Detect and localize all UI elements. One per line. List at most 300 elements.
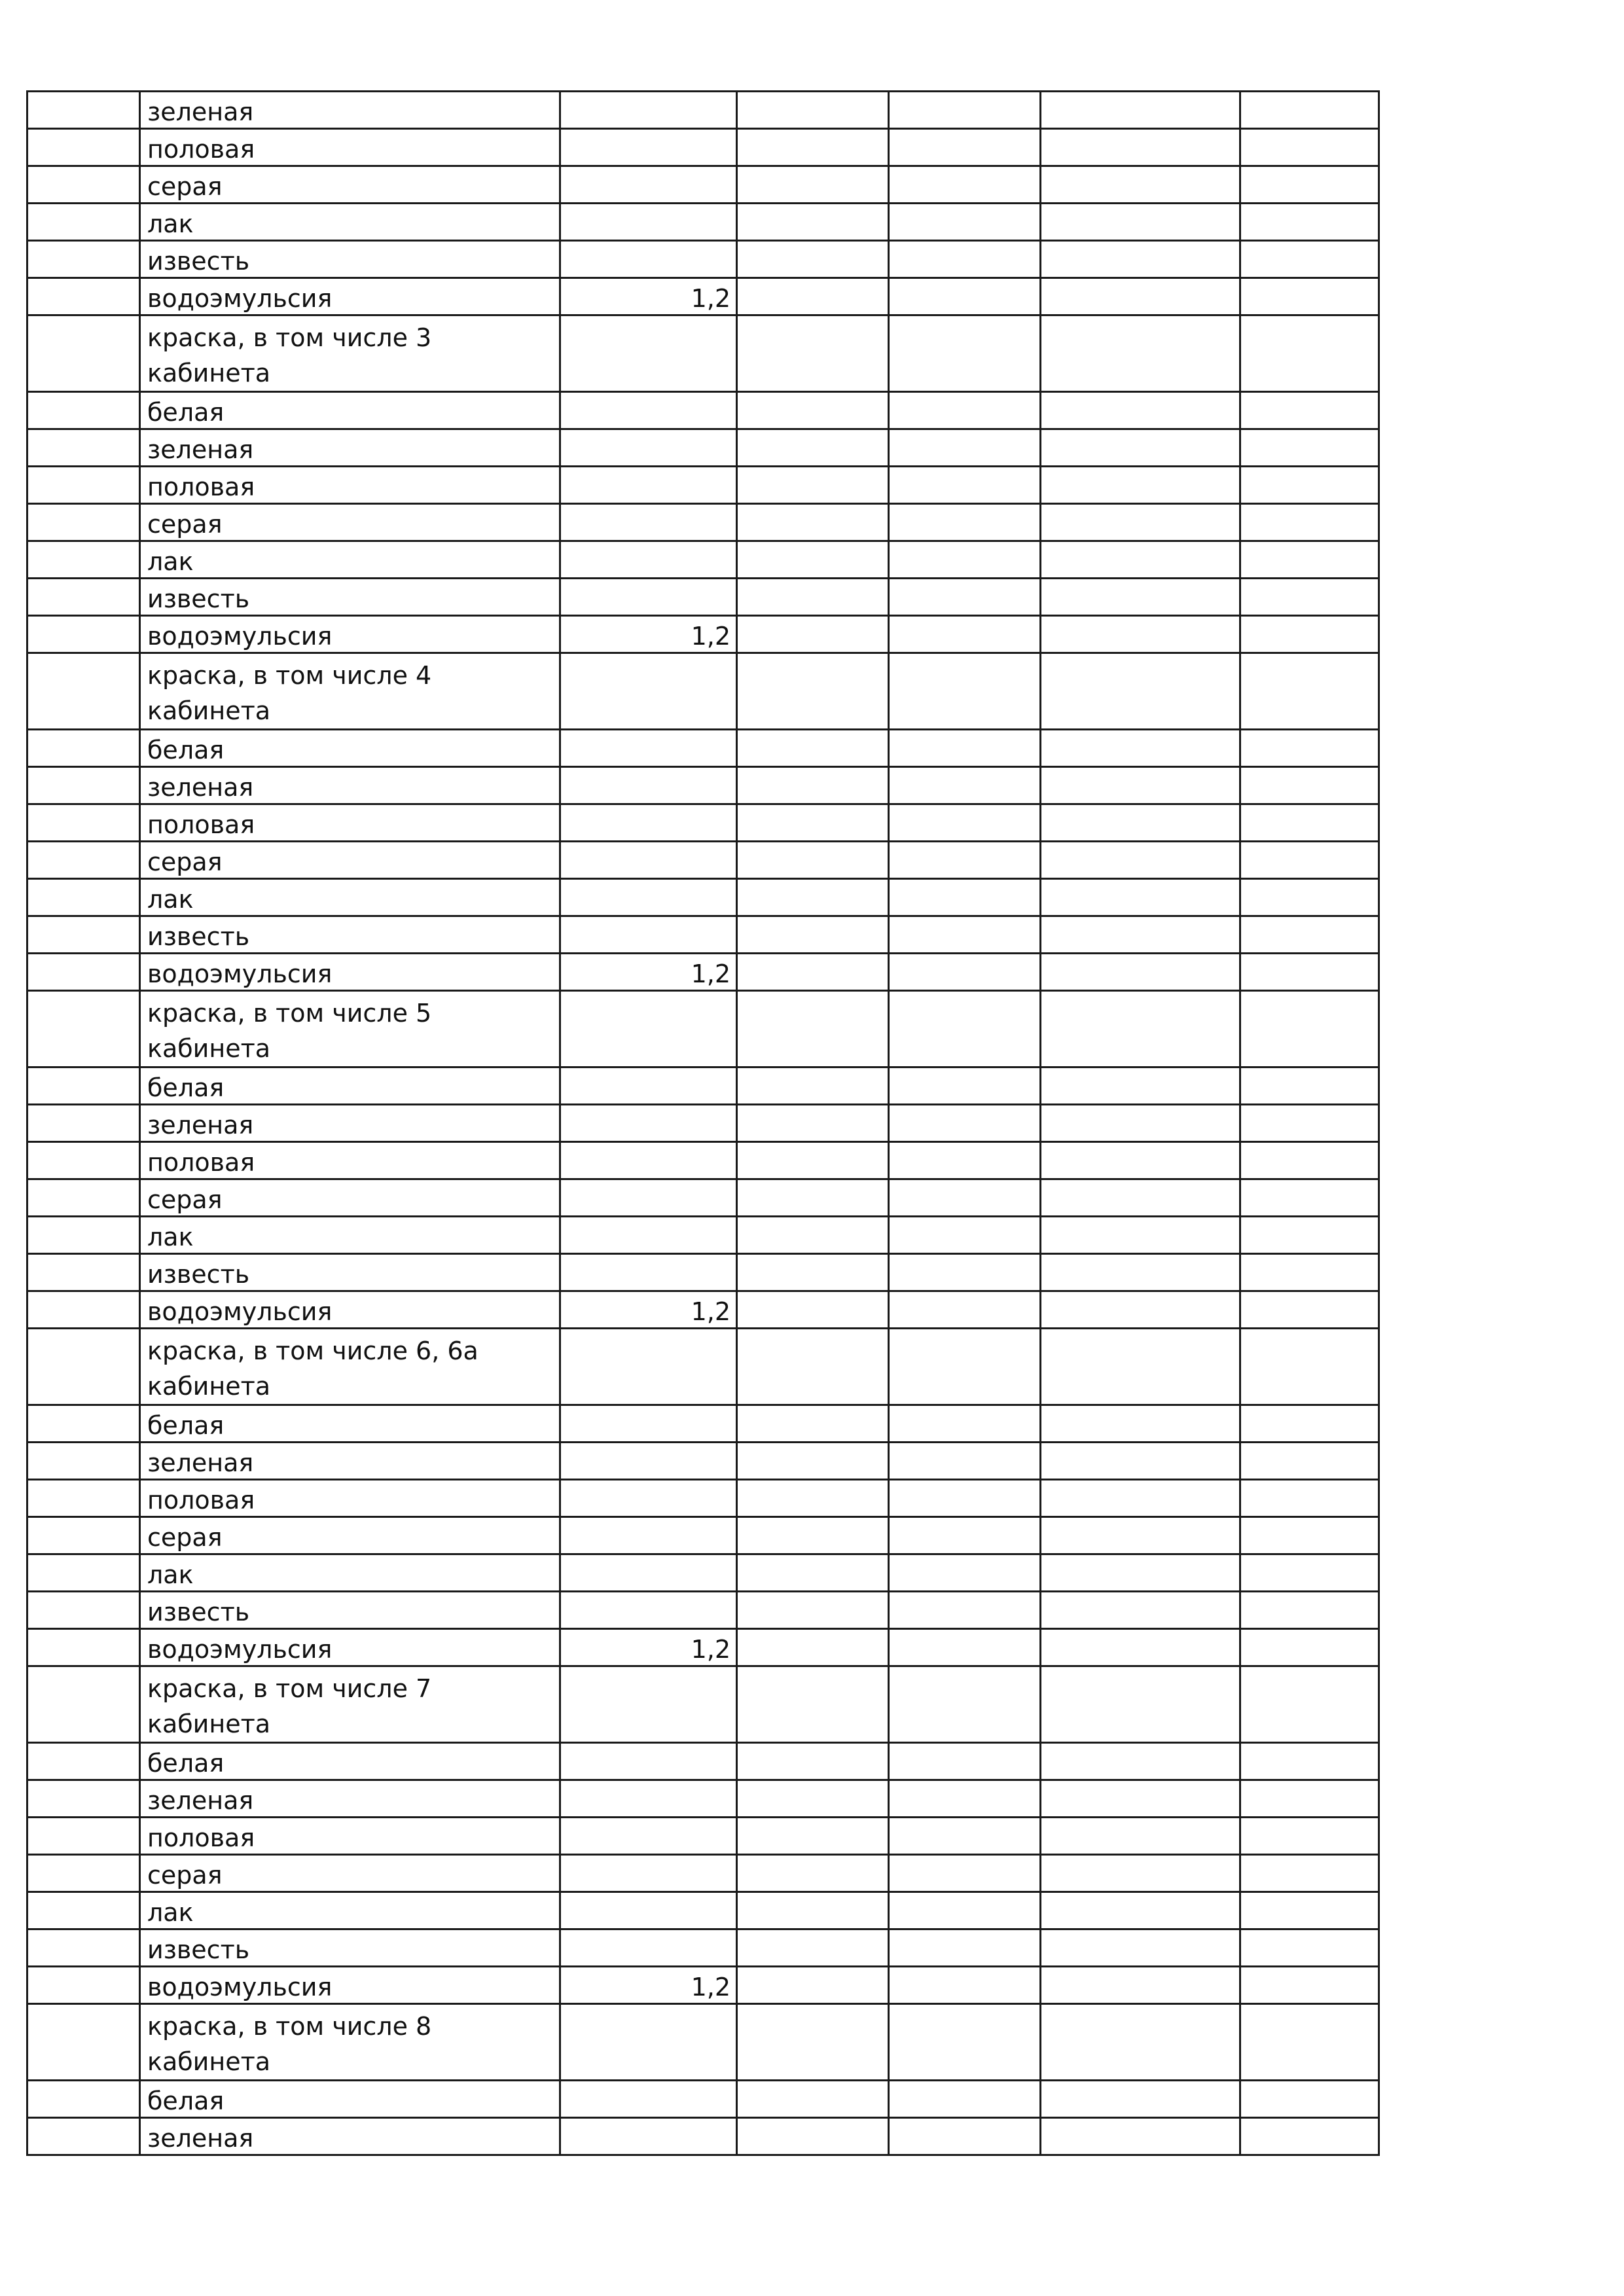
row-number-cell xyxy=(27,1405,140,1443)
empty-cell xyxy=(737,1105,889,1142)
table-row xyxy=(27,129,1379,166)
material-name-cell: лак xyxy=(140,1892,560,1929)
quantity-cell xyxy=(560,241,737,278)
row-number-cell xyxy=(27,767,140,804)
material-name-cell: серая xyxy=(140,842,560,879)
empty-cell xyxy=(1041,616,1240,653)
quantity-cell xyxy=(560,730,737,767)
empty-cell xyxy=(889,730,1041,767)
empty-cell xyxy=(1041,579,1240,616)
material-name-cell: известь xyxy=(140,916,560,954)
quantity-cell xyxy=(560,1480,737,1517)
empty-cell xyxy=(1240,1179,1379,1217)
empty-cell xyxy=(889,429,1041,467)
material-name-cell: серая xyxy=(140,166,560,204)
empty-cell xyxy=(1240,504,1379,541)
quantity-cell xyxy=(560,1780,737,1818)
empty-cell xyxy=(889,392,1041,429)
table-row xyxy=(27,1554,1379,1592)
empty-cell xyxy=(1240,1105,1379,1142)
material-name-cell: белая xyxy=(140,730,560,767)
empty-cell xyxy=(1041,92,1240,129)
empty-cell xyxy=(737,1480,889,1517)
quantity-cell xyxy=(560,879,737,916)
quantity-cell xyxy=(560,653,737,730)
quantity-cell xyxy=(560,1405,737,1443)
empty-cell xyxy=(889,166,1041,204)
material-name-cell: краска, в том числе 7 кабинета xyxy=(140,1666,560,1743)
empty-cell xyxy=(1240,1405,1379,1443)
material-name-cell: водоэмульсия xyxy=(140,1629,560,1666)
row-number-cell xyxy=(27,730,140,767)
empty-cell xyxy=(737,241,889,278)
empty-cell xyxy=(1041,166,1240,204)
material-name-cell: белая xyxy=(140,1405,560,1443)
empty-cell xyxy=(1041,241,1240,278)
empty-cell xyxy=(889,616,1041,653)
empty-cell xyxy=(1041,1592,1240,1629)
empty-cell xyxy=(1240,2004,1379,2081)
empty-cell xyxy=(737,1743,889,1780)
empty-cell xyxy=(737,1629,889,1666)
empty-cell xyxy=(1240,1592,1379,1629)
table-row xyxy=(27,767,1379,804)
quantity-cell xyxy=(560,1067,737,1105)
material-name-cell: водоэмульсия xyxy=(140,1967,560,2004)
empty-cell xyxy=(1041,1629,1240,1666)
empty-cell xyxy=(1041,129,1240,166)
empty-cell xyxy=(1041,429,1240,467)
quantity-cell xyxy=(560,429,737,467)
empty-cell xyxy=(889,278,1041,315)
empty-cell xyxy=(737,1818,889,1855)
row-number-cell xyxy=(27,1179,140,1217)
empty-cell xyxy=(889,879,1041,916)
empty-cell xyxy=(1240,166,1379,204)
empty-cell xyxy=(1041,1554,1240,1592)
empty-cell xyxy=(1240,916,1379,954)
empty-cell xyxy=(889,1217,1041,1254)
empty-cell xyxy=(1240,730,1379,767)
table-row xyxy=(27,1629,1379,1666)
empty-cell xyxy=(1240,1629,1379,1666)
table-row xyxy=(27,241,1379,278)
empty-cell xyxy=(889,2118,1041,2155)
row-number-cell xyxy=(27,166,140,204)
empty-cell xyxy=(889,1780,1041,1818)
table-row xyxy=(27,1105,1379,1142)
material-name-cell: половая xyxy=(140,804,560,842)
section-header-row xyxy=(27,1329,1379,1405)
empty-cell xyxy=(889,92,1041,129)
empty-cell xyxy=(889,1967,1041,2004)
material-name-cell: половая xyxy=(140,129,560,166)
empty-cell xyxy=(1240,129,1379,166)
empty-cell xyxy=(1240,616,1379,653)
empty-cell xyxy=(737,1967,889,2004)
table-row xyxy=(27,92,1379,129)
table-row xyxy=(27,278,1379,315)
row-number-cell xyxy=(27,1743,140,1780)
empty-cell xyxy=(1041,315,1240,392)
row-number-cell xyxy=(27,1855,140,1892)
empty-cell xyxy=(737,804,889,842)
row-number-cell xyxy=(27,541,140,579)
material-name-cell: краска, в том числе 4 кабинета xyxy=(140,653,560,730)
empty-cell xyxy=(1041,1480,1240,1517)
row-number-cell xyxy=(27,1443,140,1480)
row-number-cell xyxy=(27,653,140,730)
quantity-cell xyxy=(560,1517,737,1554)
row-number-cell xyxy=(27,1517,140,1554)
empty-cell xyxy=(889,767,1041,804)
empty-cell xyxy=(737,1517,889,1554)
table-row xyxy=(27,1179,1379,1217)
empty-cell xyxy=(1240,1929,1379,1967)
empty-cell xyxy=(1240,315,1379,392)
empty-cell xyxy=(737,429,889,467)
section-header-row xyxy=(27,991,1379,1067)
material-name-cell: краска, в том числе 8 кабинета xyxy=(140,2004,560,2081)
material-name-cell: серая xyxy=(140,1179,560,1217)
empty-cell xyxy=(889,1818,1041,1855)
empty-cell xyxy=(889,1291,1041,1329)
empty-cell xyxy=(889,204,1041,241)
quantity-cell xyxy=(560,767,737,804)
empty-cell xyxy=(737,1291,889,1329)
empty-cell xyxy=(1240,92,1379,129)
quantity-cell xyxy=(560,916,737,954)
empty-cell xyxy=(1041,1291,1240,1329)
empty-cell xyxy=(889,504,1041,541)
row-number-cell xyxy=(27,916,140,954)
material-name-cell: серая xyxy=(140,1517,560,1554)
empty-cell xyxy=(737,616,889,653)
empty-cell xyxy=(737,1554,889,1592)
quantity-cell xyxy=(560,92,737,129)
table-row xyxy=(27,1067,1379,1105)
material-name-cell: водоэмульсия xyxy=(140,954,560,991)
material-name-cell: известь xyxy=(140,1592,560,1629)
empty-cell xyxy=(1240,1666,1379,1743)
empty-cell xyxy=(1041,1142,1240,1179)
table-row xyxy=(27,467,1379,504)
empty-cell xyxy=(1240,1780,1379,1818)
row-number-cell xyxy=(27,954,140,991)
row-number-cell xyxy=(27,804,140,842)
empty-cell xyxy=(737,1592,889,1629)
quantity-cell xyxy=(560,504,737,541)
empty-cell xyxy=(1041,1855,1240,1892)
row-number-cell xyxy=(27,1480,140,1517)
table-row xyxy=(27,842,1379,879)
empty-cell xyxy=(1041,1780,1240,1818)
empty-cell xyxy=(889,1329,1041,1405)
row-number-cell xyxy=(27,1629,140,1666)
table-row xyxy=(27,1929,1379,1967)
empty-cell xyxy=(1240,1892,1379,1929)
quantity-cell xyxy=(560,129,737,166)
material-name-cell: зеленая xyxy=(140,1780,560,1818)
material-name-cell: половая xyxy=(140,1818,560,1855)
row-number-cell xyxy=(27,1217,140,1254)
empty-cell xyxy=(1041,1329,1240,1405)
quantity-cell xyxy=(560,1666,737,1743)
table-row xyxy=(27,730,1379,767)
empty-cell xyxy=(1240,2118,1379,2155)
empty-cell xyxy=(1041,1892,1240,1929)
material-name-cell: половая xyxy=(140,1142,560,1179)
empty-cell xyxy=(1041,1818,1240,1855)
quantity-cell xyxy=(560,204,737,241)
material-name-cell: лак xyxy=(140,541,560,579)
empty-cell xyxy=(737,954,889,991)
empty-cell xyxy=(1041,879,1240,916)
empty-cell xyxy=(889,1855,1041,1892)
empty-cell xyxy=(1041,1179,1240,1217)
empty-cell xyxy=(1041,278,1240,315)
empty-cell xyxy=(1240,1443,1379,1480)
empty-cell xyxy=(1041,991,1240,1067)
quantity-cell xyxy=(560,1443,737,1480)
empty-cell xyxy=(737,767,889,804)
empty-cell xyxy=(889,315,1041,392)
empty-cell xyxy=(889,653,1041,730)
table-row xyxy=(27,579,1379,616)
quantity-cell xyxy=(560,804,737,842)
material-name-cell: известь xyxy=(140,1929,560,1967)
empty-cell xyxy=(889,1443,1041,1480)
quantity-cell xyxy=(560,1855,737,1892)
empty-cell xyxy=(1041,204,1240,241)
empty-cell xyxy=(737,730,889,767)
empty-cell xyxy=(1041,1743,1240,1780)
row-number-cell xyxy=(27,1780,140,1818)
empty-cell xyxy=(1240,392,1379,429)
table-row xyxy=(27,392,1379,429)
empty-cell xyxy=(1041,804,1240,842)
empty-cell xyxy=(1041,1254,1240,1291)
empty-cell xyxy=(889,954,1041,991)
empty-cell xyxy=(1240,804,1379,842)
empty-cell xyxy=(737,1405,889,1443)
material-name-cell: известь xyxy=(140,1254,560,1291)
table-row xyxy=(27,166,1379,204)
empty-cell xyxy=(737,392,889,429)
empty-cell xyxy=(737,1855,889,1892)
table-row xyxy=(27,879,1379,916)
empty-cell xyxy=(1240,842,1379,879)
table-row xyxy=(27,1405,1379,1443)
empty-cell xyxy=(889,1666,1041,1743)
empty-cell xyxy=(889,916,1041,954)
table-row xyxy=(27,541,1379,579)
material-name-cell: лак xyxy=(140,1554,560,1592)
quantity-cell xyxy=(560,2081,737,2118)
empty-cell xyxy=(737,129,889,166)
empty-cell xyxy=(737,1142,889,1179)
empty-cell xyxy=(737,92,889,129)
empty-cell xyxy=(1240,1291,1379,1329)
empty-cell xyxy=(1240,653,1379,730)
empty-cell xyxy=(737,1666,889,1743)
material-name-cell: зеленая xyxy=(140,1105,560,1142)
material-name-cell: лак xyxy=(140,204,560,241)
empty-cell xyxy=(889,1480,1041,1517)
table-row xyxy=(27,1254,1379,1291)
table-row xyxy=(27,429,1379,467)
materials-table xyxy=(26,90,1380,2156)
empty-cell xyxy=(1041,1666,1240,1743)
empty-cell xyxy=(1240,541,1379,579)
material-name-cell: водоэмульсия xyxy=(140,278,560,315)
material-name-cell: белая xyxy=(140,1743,560,1780)
table-row xyxy=(27,1142,1379,1179)
material-name-cell: лак xyxy=(140,1217,560,1254)
empty-cell xyxy=(1041,1405,1240,1443)
empty-cell xyxy=(737,1929,889,1967)
row-number-cell xyxy=(27,842,140,879)
table-row xyxy=(27,1855,1379,1892)
row-number-cell xyxy=(27,1067,140,1105)
section-header-row xyxy=(27,1666,1379,1743)
empty-cell xyxy=(889,991,1041,1067)
scanned-sheet xyxy=(26,90,1378,2156)
empty-cell xyxy=(1041,954,1240,991)
row-number-cell xyxy=(27,616,140,653)
empty-cell xyxy=(889,467,1041,504)
row-number-cell xyxy=(27,1554,140,1592)
empty-cell xyxy=(1240,991,1379,1067)
empty-cell xyxy=(1240,1743,1379,1780)
quantity-cell xyxy=(560,1929,737,1967)
quantity-cell xyxy=(560,1592,737,1629)
empty-cell xyxy=(1240,1142,1379,1179)
empty-cell xyxy=(1240,1217,1379,1254)
empty-cell xyxy=(1041,730,1240,767)
table-row xyxy=(27,954,1379,991)
table-row xyxy=(27,616,1379,653)
empty-cell xyxy=(1240,1329,1379,1405)
empty-cell xyxy=(1041,1105,1240,1142)
empty-cell xyxy=(737,653,889,730)
empty-cell xyxy=(737,315,889,392)
quantity-cell xyxy=(560,1743,737,1780)
empty-cell xyxy=(1041,392,1240,429)
table-row xyxy=(27,504,1379,541)
empty-cell xyxy=(737,1067,889,1105)
empty-cell xyxy=(737,166,889,204)
row-number-cell xyxy=(27,92,140,129)
table-row xyxy=(27,204,1379,241)
section-header-row xyxy=(27,2004,1379,2081)
empty-cell xyxy=(737,991,889,1067)
material-name-cell: зеленая xyxy=(140,2118,560,2155)
empty-cell xyxy=(889,804,1041,842)
quantity-cell xyxy=(560,1554,737,1592)
table-row xyxy=(27,1517,1379,1554)
empty-cell xyxy=(737,579,889,616)
empty-cell xyxy=(1240,204,1379,241)
row-number-cell xyxy=(27,1142,140,1179)
material-name-cell: зеленая xyxy=(140,429,560,467)
table-row xyxy=(27,916,1379,954)
row-number-cell xyxy=(27,278,140,315)
quantity-cell xyxy=(560,991,737,1067)
table-row xyxy=(27,1443,1379,1480)
empty-cell xyxy=(737,1892,889,1929)
empty-cell xyxy=(1240,1517,1379,1554)
row-number-cell xyxy=(27,429,140,467)
table-body xyxy=(27,92,1379,2155)
quantity-cell xyxy=(560,1217,737,1254)
empty-cell xyxy=(737,916,889,954)
row-number-cell xyxy=(27,2118,140,2155)
material-name-cell: зеленая xyxy=(140,767,560,804)
empty-cell xyxy=(1041,1443,1240,1480)
empty-cell xyxy=(1240,241,1379,278)
empty-cell xyxy=(889,1405,1041,1443)
table-row xyxy=(27,2118,1379,2155)
empty-cell xyxy=(1240,1818,1379,1855)
empty-cell xyxy=(737,1329,889,1405)
empty-cell xyxy=(1240,879,1379,916)
empty-cell xyxy=(889,579,1041,616)
empty-cell xyxy=(889,2081,1041,2118)
empty-cell xyxy=(889,1142,1041,1179)
material-name-cell: известь xyxy=(140,579,560,616)
empty-cell xyxy=(737,1254,889,1291)
table-row xyxy=(27,1967,1379,2004)
table-row xyxy=(27,1217,1379,1254)
empty-cell xyxy=(737,467,889,504)
row-number-cell xyxy=(27,1818,140,1855)
empty-cell xyxy=(737,1179,889,1217)
material-name-cell: половая xyxy=(140,467,560,504)
table-row xyxy=(27,1780,1379,1818)
quantity-cell xyxy=(560,1105,737,1142)
empty-cell xyxy=(1041,653,1240,730)
quantity-cell: 1,2 xyxy=(560,954,737,991)
empty-cell xyxy=(889,1105,1041,1142)
quantity-cell xyxy=(560,166,737,204)
row-number-cell xyxy=(27,1291,140,1329)
quantity-cell: 1,2 xyxy=(560,1629,737,1666)
material-name-cell: зеленая xyxy=(140,1443,560,1480)
empty-cell xyxy=(1240,467,1379,504)
empty-cell xyxy=(737,1217,889,1254)
empty-cell xyxy=(1041,1929,1240,1967)
quantity-cell xyxy=(560,2118,737,2155)
empty-cell xyxy=(1240,278,1379,315)
row-number-cell xyxy=(27,315,140,392)
empty-cell xyxy=(1041,1517,1240,1554)
empty-cell xyxy=(1240,954,1379,991)
material-name-cell: серая xyxy=(140,504,560,541)
empty-cell xyxy=(1041,1217,1240,1254)
material-name-cell: серая xyxy=(140,1855,560,1892)
quantity-cell: 1,2 xyxy=(560,278,737,315)
empty-cell xyxy=(889,129,1041,166)
quantity-cell xyxy=(560,315,737,392)
material-name-cell: зеленая xyxy=(140,92,560,129)
table-row xyxy=(27,1743,1379,1780)
table-row xyxy=(27,804,1379,842)
quantity-cell xyxy=(560,1179,737,1217)
empty-cell xyxy=(1240,767,1379,804)
empty-cell xyxy=(889,1592,1041,1629)
empty-cell xyxy=(737,1780,889,1818)
